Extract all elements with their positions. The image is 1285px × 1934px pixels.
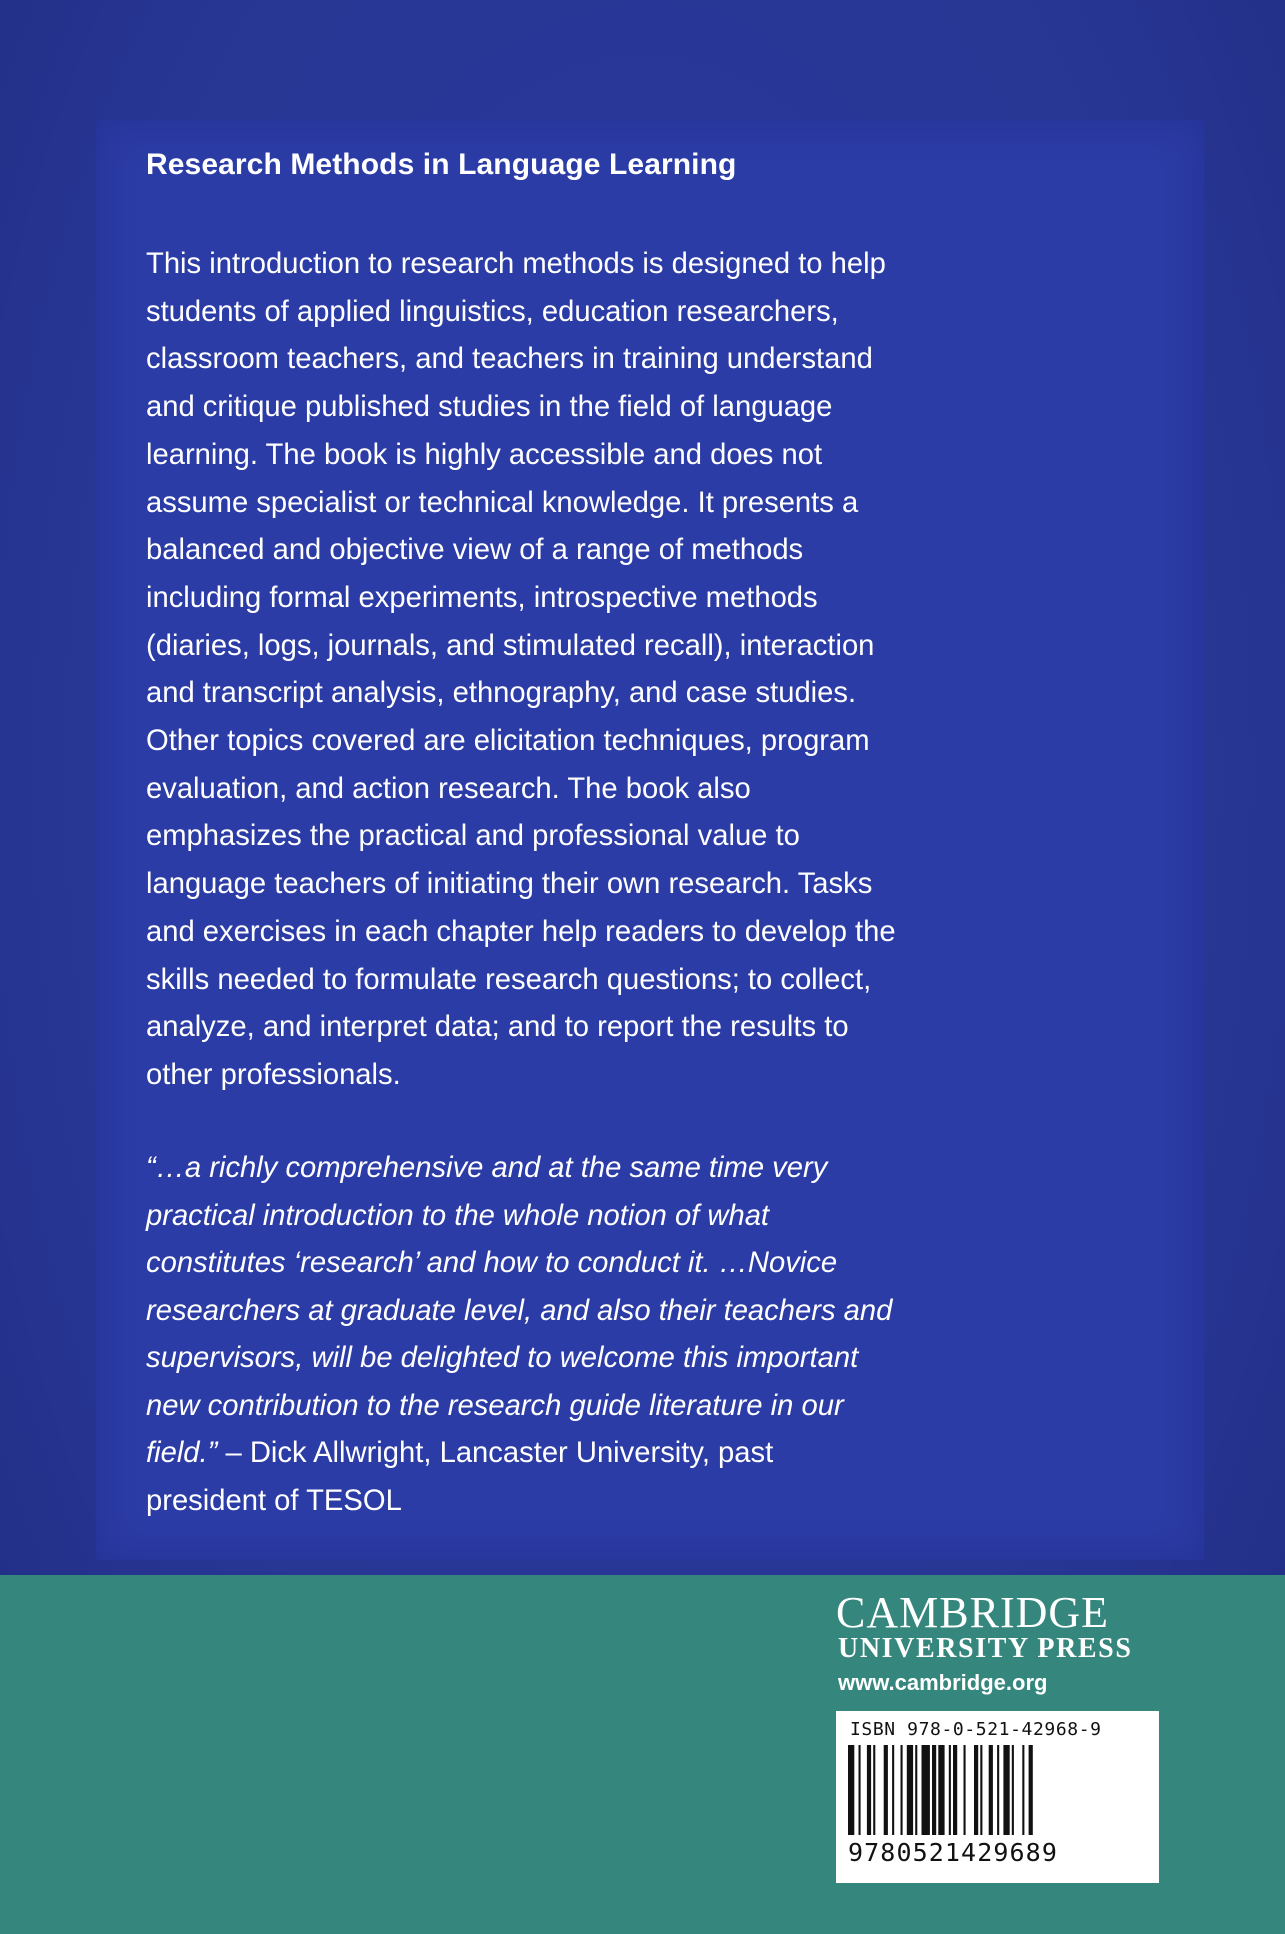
quote-attribution: – Dick Allwright, Lancaster University, past (217, 1437, 774, 1469)
description-line: This introduction to research methods is designed to help (146, 248, 886, 280)
book-title: Research Methods in Language Learning (146, 148, 737, 181)
quote-line: practical introduction to the whole notion of what (146, 1199, 770, 1232)
quote-line: supervisors, will be delighted to welcome this important (146, 1342, 859, 1374)
description-line: students of applied linguistics, education researchers, (146, 295, 839, 328)
review-quote (146, 1145, 1006, 1525)
publisher-url: www.cambridge.org (838, 1670, 1048, 1695)
description-line: other professionals. (146, 1058, 401, 1091)
quote-line: constitutes ‘research’ and how to conduct it. …Novice (146, 1247, 838, 1279)
barcode-number: 9780521429689 (848, 1838, 1058, 1867)
description-line: and critique published studies in the field of language (146, 391, 833, 424)
description-line: learning. The book is highly accessible and does not (146, 438, 823, 471)
description-line: language teachers of initiating their own research. Tasks (146, 868, 873, 901)
description-line: skills needed to formulate research questions; to collect, (146, 963, 872, 996)
quote-line: new contribution to the research guide literature in our (146, 1389, 844, 1422)
quote-line: “…a richly comprehensive and at the same time very (146, 1152, 828, 1184)
description-line: classroom teachers, and teachers in training understand (146, 343, 873, 376)
quote-end: field.” (146, 1437, 218, 1469)
description-line: evaluation, and action research. The book also (146, 772, 751, 805)
quote-line: researchers at graduate level, and also their teachers and (146, 1294, 893, 1327)
isbn-label: ISBN 978-0-521-42968-9 (850, 1719, 1102, 1740)
description-line: analyze, and interpret data; and to report the results to (146, 1011, 849, 1044)
description-line: assume specialist or technical knowledge. It presents a (146, 486, 859, 519)
publisher-name: CAMBRIDGE (836, 1588, 1110, 1637)
book-description (146, 241, 1006, 1100)
description-line: emphasizes the practical and professional value to (146, 820, 800, 853)
description-line: and exercises in each chapter help readers to develop the (146, 915, 896, 948)
publisher-subname: UNIVERSITY PRESS (838, 1633, 1133, 1664)
quote-attribution-line-2: president of TESOL (146, 1484, 402, 1517)
description-line: balanced and objective view of a range of methods (146, 534, 804, 567)
description-line: including formal experiments, introspective methods (146, 581, 818, 614)
barcode-icon (848, 1745, 1148, 1837)
description-line: (diaries, logs, journals, and stimulated recall), interaction (146, 629, 875, 662)
description-line: and transcript analysis, ethnography, and case studies. (146, 677, 857, 710)
description-line: Other topics covered are elicitation techniques, program (146, 725, 870, 758)
quote-attribution-line (146, 1430, 1006, 1478)
